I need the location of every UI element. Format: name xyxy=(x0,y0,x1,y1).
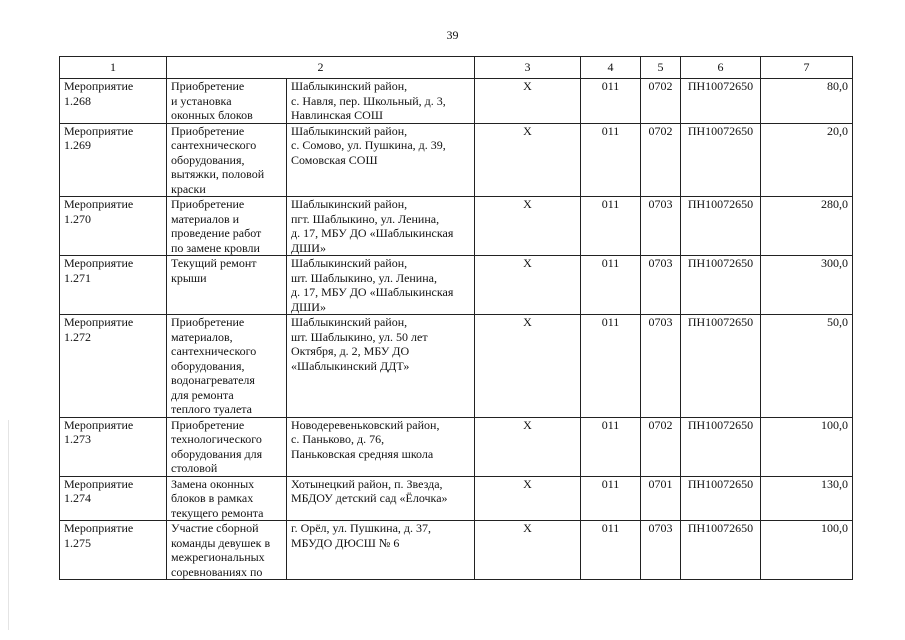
action-cell-line: крыши xyxy=(171,270,207,285)
event-cell-line: 1.274 xyxy=(64,491,91,505)
action-cell-line: Замена оконных xyxy=(171,476,255,491)
event-cell xyxy=(60,123,167,197)
address-cell-line: Шаблыкинский район, xyxy=(291,79,408,93)
col4-cell: 011 xyxy=(581,79,641,124)
table-row xyxy=(60,315,853,418)
action-cell-line: оборудования, xyxy=(171,358,245,373)
table-row xyxy=(60,256,853,315)
action-cell xyxy=(167,256,287,315)
event-cell-line: Мероприятие xyxy=(64,417,134,432)
address-cell-line: с. Паньково, д. 76, xyxy=(291,432,385,446)
table-row xyxy=(60,417,853,476)
address-cell-line: д. 17, МБУ ДО «Шаблыкинская xyxy=(291,226,454,240)
page-number: 39 xyxy=(446,28,459,42)
col7-cell: 100,0 xyxy=(761,521,853,580)
address-cell xyxy=(287,123,475,197)
col4-cell: 011 xyxy=(581,197,641,256)
action-cell-line: Участие сборной xyxy=(171,521,259,535)
action-cell-line: оконных блоков xyxy=(171,108,253,122)
address-cell-line: д. 17, МБУ ДО «Шаблыкинская xyxy=(291,285,454,299)
table-row xyxy=(60,476,853,521)
header-col-1: 1 xyxy=(60,57,167,79)
action-cell-line: по замене кровли xyxy=(171,240,260,255)
col5-cell: 0702 xyxy=(641,417,681,476)
address-cell-line: пгт. Шаблыкино, ул. Ленина, xyxy=(291,211,440,226)
address-cell-line: с. Сомово, ул. Пушкина, д. 39, xyxy=(291,138,446,152)
col7-cell: 50,0 xyxy=(761,315,853,418)
event-cell-line: Мероприятие xyxy=(64,197,134,211)
action-cell-line: оборудования, xyxy=(171,152,245,167)
event-cell xyxy=(60,79,167,124)
header-col-2: 2 xyxy=(167,57,475,79)
col6-cell: ПН10072650 xyxy=(681,197,761,256)
action-cell-line: Приобретение xyxy=(171,315,245,329)
action-cell xyxy=(167,197,287,256)
event-cell xyxy=(60,476,167,521)
table-row xyxy=(60,123,853,197)
action-cell-line: блоков в рамках xyxy=(171,491,254,505)
col3-cell: Х xyxy=(475,315,581,418)
scan-edge xyxy=(8,420,9,630)
event-cell-line: Мероприятие xyxy=(64,123,134,138)
event-cell xyxy=(60,521,167,580)
address-cell-line: «Шаблыкинский ДДТ» xyxy=(291,358,410,373)
action-cell xyxy=(167,123,287,197)
action-cell-line: материалов, xyxy=(171,329,233,344)
col6-cell: ПН10072650 xyxy=(681,315,761,418)
action-cell-line: теплого туалета xyxy=(171,402,252,416)
col6-cell: ПН10072650 xyxy=(681,521,761,580)
col7-cell: 300,0 xyxy=(761,256,853,315)
event-cell-line: 1.270 xyxy=(64,211,91,226)
col4-cell: 011 xyxy=(581,521,641,580)
address-cell-line: МБДОУ детский сад «Ёлочка» xyxy=(291,491,448,505)
action-cell-line: вытяжки, половой xyxy=(171,167,265,181)
header-row xyxy=(60,57,853,79)
action-cell-line: оборудования для xyxy=(171,446,263,461)
col6-cell: ПН10072650 xyxy=(681,123,761,197)
col4-cell: 011 xyxy=(581,315,641,418)
action-cell-line: проведение работ xyxy=(171,226,262,240)
col6-cell: ПН10072650 xyxy=(681,476,761,521)
address-cell-line: Шаблыкинский район, xyxy=(291,123,408,138)
col6-cell: ПН10072650 xyxy=(681,417,761,476)
address-cell-line: Новодеревеньковский район, xyxy=(291,417,440,432)
event-cell xyxy=(60,197,167,256)
action-cell-line: Приобретение xyxy=(171,79,245,93)
event-cell-line: Мероприятие xyxy=(64,256,134,270)
address-cell-line: с. Навля, пер. Школьный, д. 3, xyxy=(291,93,446,108)
action-cell-line: столовой xyxy=(171,461,218,475)
address-cell-line: шт. Шаблыкино, ул. Ленина, xyxy=(291,270,437,285)
action-cell-line: Приобретение xyxy=(171,123,245,138)
col3-cell: Х xyxy=(475,521,581,580)
col5-cell: 0703 xyxy=(641,521,681,580)
address-cell-line: Шаблыкинский район, xyxy=(291,315,408,329)
event-cell-line: Мероприятие xyxy=(64,315,134,329)
col7-cell: 20,0 xyxy=(761,123,853,197)
action-cell-line: водонагревателя xyxy=(171,373,255,387)
col3-cell: Х xyxy=(475,79,581,124)
action-cell-line: и установка xyxy=(171,93,232,108)
event-cell-line: 1.272 xyxy=(64,329,91,344)
action-cell-line: для ремонта xyxy=(171,387,234,402)
address-cell xyxy=(287,315,475,418)
col6-cell: ПН10072650 xyxy=(681,79,761,124)
action-cell-line: Приобретение xyxy=(171,417,245,432)
action-cell-line: сантехнического xyxy=(171,138,257,152)
action-cell xyxy=(167,315,287,418)
event-cell-line: 1.269 xyxy=(64,138,91,152)
action-cell xyxy=(167,79,287,124)
action-cell-line: краски xyxy=(171,181,206,196)
col4-cell: 011 xyxy=(581,123,641,197)
action-cell xyxy=(167,476,287,521)
budget-table xyxy=(59,56,853,580)
col4-cell: 011 xyxy=(581,417,641,476)
address-cell-line: Хотынецкий район, п. Звезда, xyxy=(291,476,443,491)
table-body xyxy=(60,79,853,580)
header-col-6: 6 xyxy=(681,57,761,79)
action-cell xyxy=(167,521,287,580)
action-cell-line: материалов и xyxy=(171,211,240,226)
event-cell-line: 1.268 xyxy=(64,93,91,108)
col5-cell: 0703 xyxy=(641,256,681,315)
col5-cell: 0702 xyxy=(641,79,681,124)
event-cell xyxy=(60,417,167,476)
table-row xyxy=(60,197,853,256)
col5-cell: 0701 xyxy=(641,476,681,521)
address-cell-line: ДШИ» xyxy=(291,299,326,314)
col6-cell: ПН10072650 xyxy=(681,256,761,315)
header-col-4: 4 xyxy=(581,57,641,79)
event-cell-line: Мероприятие xyxy=(64,521,134,535)
address-cell xyxy=(287,256,475,315)
col7-cell: 280,0 xyxy=(761,197,853,256)
address-cell-line: МБУДО ДЮСШ № 6 xyxy=(291,535,400,550)
col3-cell: Х xyxy=(475,197,581,256)
address-cell xyxy=(287,417,475,476)
col3-cell: Х xyxy=(475,123,581,197)
col5-cell: 0703 xyxy=(641,197,681,256)
action-cell-line: межрегиональных xyxy=(171,550,265,564)
col3-cell: Х xyxy=(475,256,581,315)
address-cell-line: Паньковская средняя школа xyxy=(291,446,434,461)
action-cell-line: команды девушек в xyxy=(171,535,271,550)
event-cell xyxy=(60,315,167,418)
col3-cell: Х xyxy=(475,417,581,476)
event-cell xyxy=(60,256,167,315)
event-cell-line: 1.275 xyxy=(64,535,91,550)
col3-cell: Х xyxy=(475,476,581,521)
address-cell-line: ДШИ» xyxy=(291,240,326,255)
address-cell-line: Октября, д. 2, МБУ ДО xyxy=(291,344,410,358)
event-cell-line: 1.273 xyxy=(64,432,91,446)
col5-cell: 0703 xyxy=(641,315,681,418)
action-cell-line: Текущий ремонт xyxy=(171,256,257,270)
header-col-5: 5 xyxy=(641,57,681,79)
action-cell-line: технологического xyxy=(171,432,262,446)
address-cell xyxy=(287,197,475,256)
event-cell-line: 1.271 xyxy=(64,270,91,285)
action-cell-line: соревнованиях по xyxy=(171,564,263,579)
address-cell xyxy=(287,476,475,521)
table-row xyxy=(60,521,853,580)
table-row xyxy=(60,79,853,124)
action-cell-line: Приобретение xyxy=(171,197,245,211)
header-col-3: 3 xyxy=(475,57,581,79)
address-cell xyxy=(287,521,475,580)
address-cell-line: Сомовская СОШ xyxy=(291,152,378,167)
address-cell-line: Навлинская СОШ xyxy=(291,108,383,122)
col7-cell: 130,0 xyxy=(761,476,853,521)
address-cell-line: Шаблыкинский район, xyxy=(291,256,408,270)
action-cell-line: текущего ремонта xyxy=(171,505,264,520)
action-cell xyxy=(167,417,287,476)
header-col-7: 7 xyxy=(761,57,853,79)
col4-cell: 011 xyxy=(581,256,641,315)
address-cell-line: шт. Шаблыкино, ул. 50 лет xyxy=(291,329,428,344)
event-cell-line: Мероприятие xyxy=(64,476,134,491)
col7-cell: 100,0 xyxy=(761,417,853,476)
col7-cell: 80,0 xyxy=(761,79,853,124)
address-cell xyxy=(287,79,475,124)
address-cell-line: г. Орёл, ул. Пушкина, д. 37, xyxy=(291,521,432,535)
col4-cell: 011 xyxy=(581,476,641,521)
address-cell-line: Шаблыкинский район, xyxy=(291,197,408,211)
action-cell-line: сантехнического xyxy=(171,344,257,358)
event-cell-line: Мероприятие xyxy=(64,79,134,93)
col5-cell: 0702 xyxy=(641,123,681,197)
